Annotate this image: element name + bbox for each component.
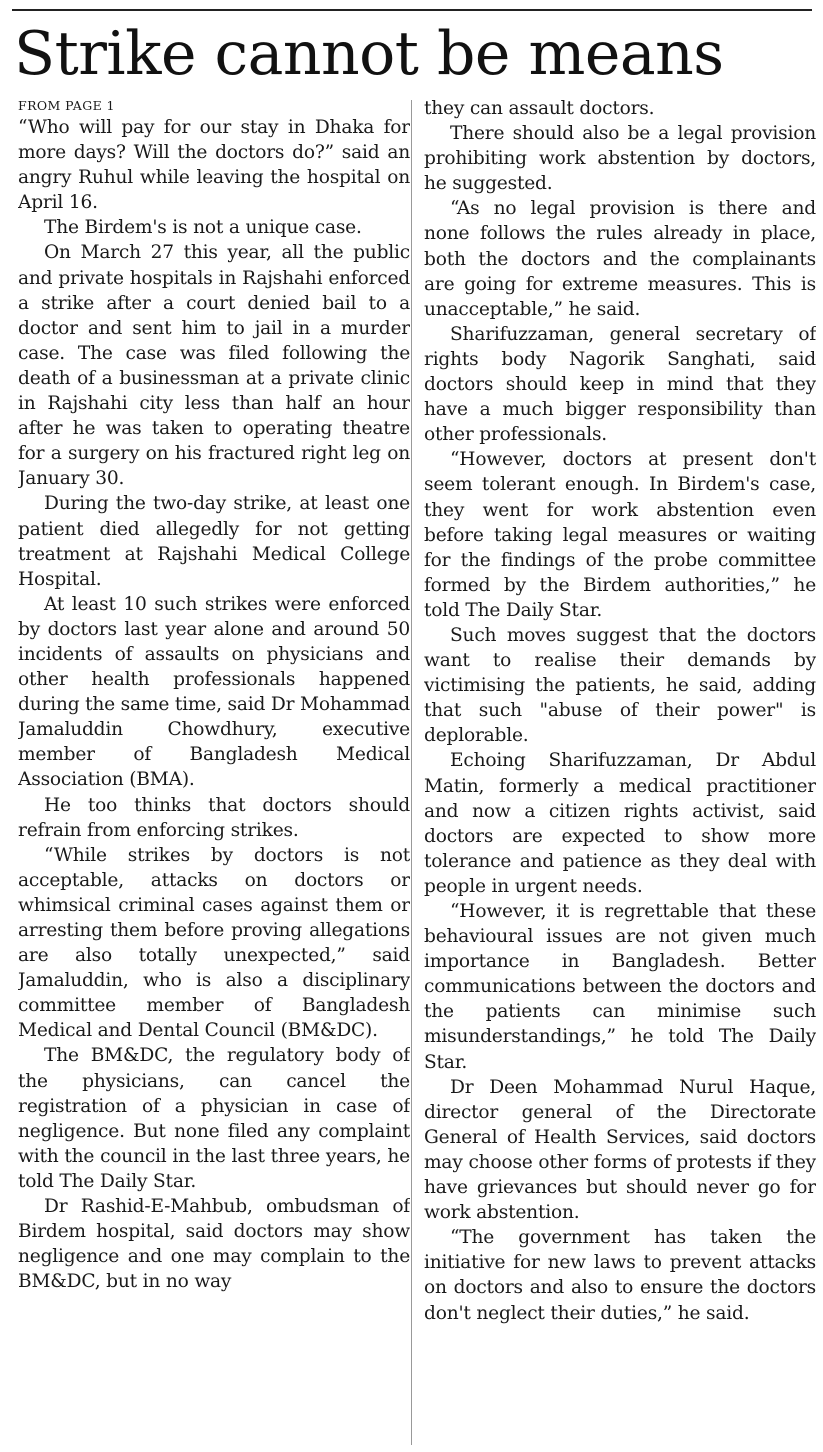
paragraph: “As no legal provision is there and none follows the rules already in place, both the doctors and the complainants are going for extreme measures. This is unacceptable,” he said. [424,198,816,320]
kicker-from-page: FROM PAGE 1 [18,98,115,113]
paragraph: “Who will pay for our stay in Dhaka for more days? Will the doctors do?” said an angry Ruhul while leaving the hospital on April 16. [18,117,410,214]
paragraph: they can assault doctors. [424,98,655,119]
paragraph: Such moves suggest that the doctors want to realise their demands by victimising the patients, he said, adding that such "abuse of their power" is deplorable. [424,624,816,747]
paragraph: At least 10 such strikes were enforced by doctors last year alone and around 50 incidents of assaults on physicians and other health professionals happened during the same time, said Dr Mohammad Jamaluddin Chowdhury, executive member of Bangladesh Medical Association (BMA). [18,593,410,791]
article-column-right [424,96,816,1448]
article-column-left [18,96,410,1448]
paragraph: Sharifuzzaman, general secretary of rights body Nagorik Sanghati, said doctors should keep in mind that they have a much bigger responsibility than other professionals. [424,323,816,446]
paragraph: Echoing Sharifuzzaman, Dr Abdul Matin, formerly a medical practitioner and now a citizen rights activist, said doctors are expected to show more tolerance and patience as they deal with people in urgent needs. [424,750,816,897]
paragraph: “However, it is regrettable that these behavioural issues are not given much importance in Bangladesh. Better communications between the doctors and the patients can minimise such misunderstandings,” he told The Daily Star. [424,901,816,1073]
paragraph: “The government has taken the initiative for new laws to prevent attacks on doctors and also to ensure the doctors don't neglect their duties,” he said. [424,1227,816,1324]
paragraph: On March 27 this year, all the public and private hospitals in Rajshahi enforced a strike after a court denied bail to a doctor and sent him to jail in a murder case. The case was filed following the death of a businessman at a private clinic in Rajshahi city less than half an hour after he was taken to operating theatre for a surgery on his fractured right leg on January 30. [18,242,410,490]
paragraph: “However, doctors at present don't seem tolerant enough. In Birdem's case, they went for work abstention even before taking legal measures or waiting for the findings of the probe committee formed by the Birdem authorities,” he told The Daily Star. [424,449,816,621]
paragraph: Dr Rashid-E-Mahbub, ombudsman of Birdem hospital, said doctors may show negligence and one may complain to the BM&DC, but in no way [18,1196,410,1293]
paragraph: The BM&DC, the regulatory body of the physicians, can cancel the registration of a physician in case of negligence. But none filed any complaint with the council in the last three years, he told The Daily Star. [18,1045,410,1192]
paragraph: There should also be a legal provision prohibiting work abstention by doctors, he suggested. [424,123,816,195]
paragraph: He too thinks that doctors should refrain from enforcing strikes. [18,794,410,841]
paragraph: “While strikes by doctors is not acceptable, attacks on doctors or whimsical criminal cases against them or arresting them before proving allegations are also totally unexpected,” said Jamaluddin, who is also a disciplinary committee member of Bangladesh Medical and Dental Council (BM&DC). [18,844,410,1042]
top-rule [12,9,812,11]
column-divider [411,100,412,1445]
paragraph: Dr Deen Mohammad Nurul Haque, director general of the Directorate General of Health Services, said doctors may choose other forms of protests if they have grievances but should never go for work abstention. [424,1076,816,1224]
headline: Strike cannot be means [14,19,724,89]
paragraph: The Birdem's is not a unique case. [44,217,362,239]
paragraph: During the two-day strike, at least one patient died allegedly for not getting treatment at Rajshahi Medical College Hospital. [18,493,410,590]
